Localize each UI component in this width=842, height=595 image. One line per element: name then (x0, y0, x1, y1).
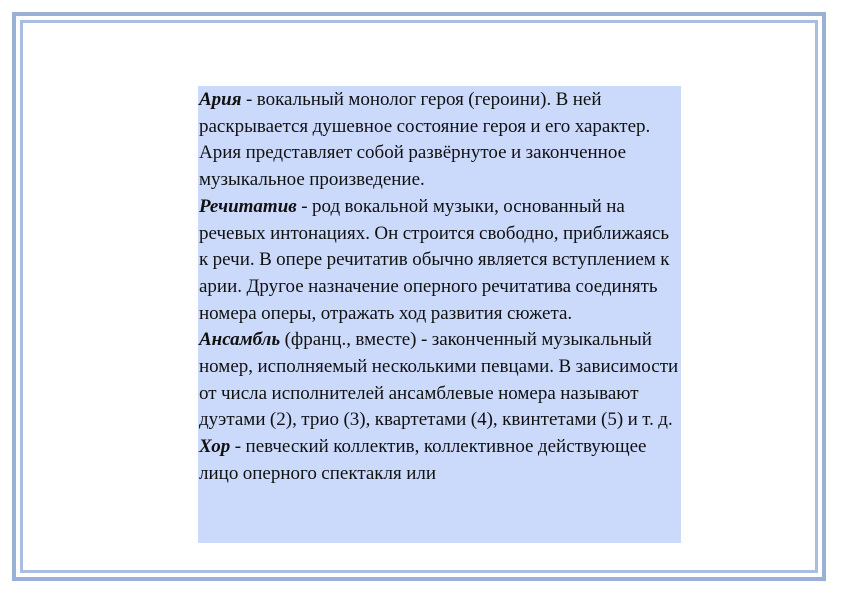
definition-ensemble (199, 327, 681, 434)
definition-choir (199, 434, 681, 487)
term-aria: Ария (199, 89, 242, 110)
definition-aria (199, 87, 681, 194)
definition-recitative-text: - род вокальной музыки, основанный на речевых интонациях. Он строится свободно, приближаясь к речи. В опере речитатив обычно является вступлением к арии. Другое назначение оперного речитатива соединять номера оперы, отражать ход развития сюжета. (199, 195, 670, 324)
definition-aria-text: - вокальный монолог героя (героини). В ней раскрывается душевное состояние героя и его характер. Ария представляет собой развёрнутое и законченное музыкальное произведение. (199, 89, 651, 191)
term-recitative: Речитатив (199, 195, 297, 217)
term-ensemble: Ансамбль (199, 329, 281, 351)
definition-choir-text: - певческий коллектив, коллективное действующее лицо оперного спектакля или (199, 436, 647, 484)
term-choir: Хор (199, 436, 231, 458)
definition-ensemble-text: (франц., вместе) - законченный музыкальный номер, исполняемый несколькими певцами. В зависимости от числа исполнителей ансамблевые номера называют дуэтами (2), трио (3), квартетами (4), квинтетами (5) и т. д. (199, 329, 679, 431)
definitions-text-box (198, 86, 681, 543)
definition-recitative (199, 194, 681, 328)
